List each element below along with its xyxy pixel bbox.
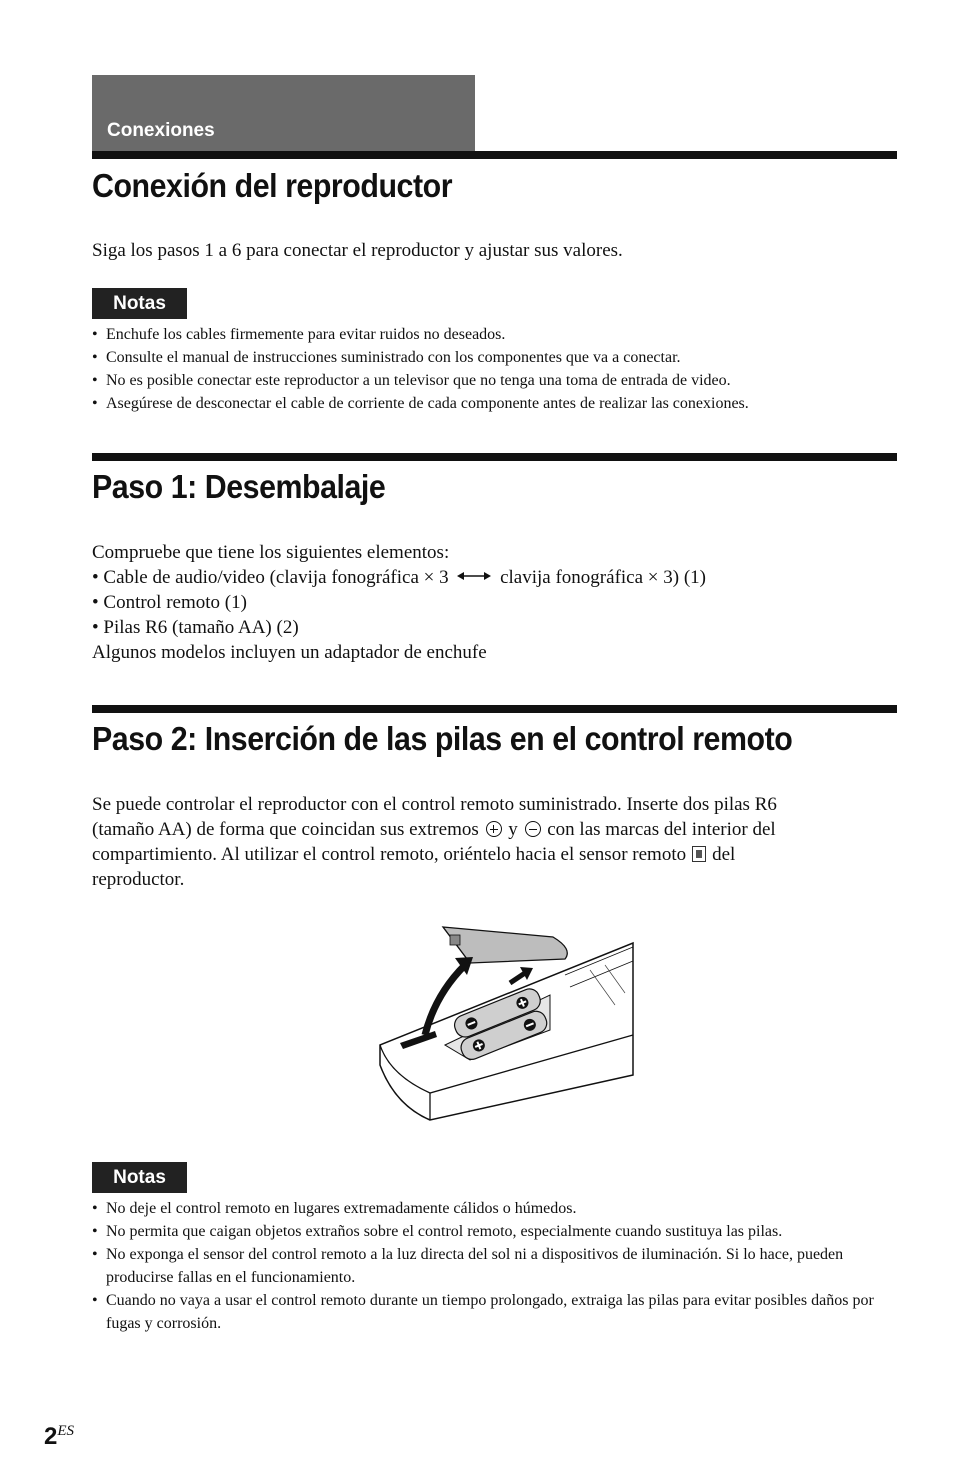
list-item: • No deje el control remoto en lugares extremadamente cálidos o húmedos. bbox=[92, 1197, 902, 1220]
plus-circle-icon bbox=[486, 821, 502, 837]
list-item: • No exponga el sensor del control remoto a la luz directa del sol ni a dispositivos de iluminación. Si lo hace, pueden producirse fallas en el funcionamiento. bbox=[92, 1243, 902, 1289]
list-item: • No permita que caigan objetos extraños sobre el control remoto, especialmente cuando sustituya las pilas. bbox=[92, 1220, 902, 1243]
list-item: • No es posible conectar este reproductor a un televisor que no tenga una toma de entrada de video. bbox=[92, 369, 902, 392]
step1-note: Algunos modelos incluyen un adaptador de enchufe bbox=[92, 642, 487, 663]
list-item: • Enchufe los cables firmemente para evitar ruidos no deseados. bbox=[92, 323, 902, 346]
step1-intro: Compruebe que tiene los siguientes elementos: bbox=[92, 542, 450, 563]
page-number: $2^{ES}$ bbox=[44, 1423, 75, 1450]
section-rule bbox=[92, 151, 897, 159]
notes-list-2 bbox=[92, 1197, 902, 1335]
notes-list-1 bbox=[92, 323, 902, 415]
step1-list bbox=[92, 540, 706, 665]
step1-item-cable: • Cable de audio/video (clavija fonográfica × 3 clavija fonográfica × 3) (1) bbox=[92, 567, 706, 588]
list-item: • Consulte el manual de instrucciones suministrado con los componentes que va a conectar. bbox=[92, 346, 902, 369]
minus-circle-icon bbox=[525, 821, 541, 837]
section-tab bbox=[92, 75, 475, 152]
step2-rule bbox=[92, 705, 897, 713]
list-item: • Cuando no vaya a usar el control remoto durante un tiempo prolongado, extraiga las pilas para evitar posibles daños por fugas y corrosión. bbox=[92, 1289, 902, 1335]
remote-battery-illustration bbox=[375, 915, 640, 1130]
double-arrow-icon bbox=[457, 570, 491, 582]
heading-paso2: Paso 2: Inserción de las pilas en el control remoto bbox=[92, 720, 793, 757]
list-item: • Asegúrese de desconectar el cable de corriente de cada componente antes de realizar las conexiones. bbox=[92, 392, 902, 415]
step1-item-batteries: • Pilas R6 (tamaño AA) (2) bbox=[92, 617, 299, 638]
notes-label-1: Notas bbox=[92, 288, 187, 319]
step2-paragraph: Se puede controlar el reproductor con el control remoto suministrado. Inserte dos pilas R6 (tamaño AA) de forma que coincidan sus extremos y con las marcas del interior del compartimiento. Al utilizar el control remoto, oriéntelo hacia el sensor remoto del reproductor. bbox=[92, 794, 777, 890]
remote-sensor-icon bbox=[692, 846, 706, 862]
step1-item-remote: • Control remoto (1) bbox=[92, 592, 247, 613]
notes-label-2: Notas bbox=[92, 1162, 187, 1193]
heading-conexion: Conexión del reproductor bbox=[92, 167, 453, 204]
intro-text: Siga los pasos 1 a 6 para conectar el reproductor y ajustar sus valores. bbox=[92, 240, 623, 261]
step1-rule bbox=[92, 453, 897, 461]
section-tab-label: Conexiones bbox=[107, 120, 215, 141]
heading-paso1: Paso 1: Desembalaje bbox=[92, 468, 386, 505]
